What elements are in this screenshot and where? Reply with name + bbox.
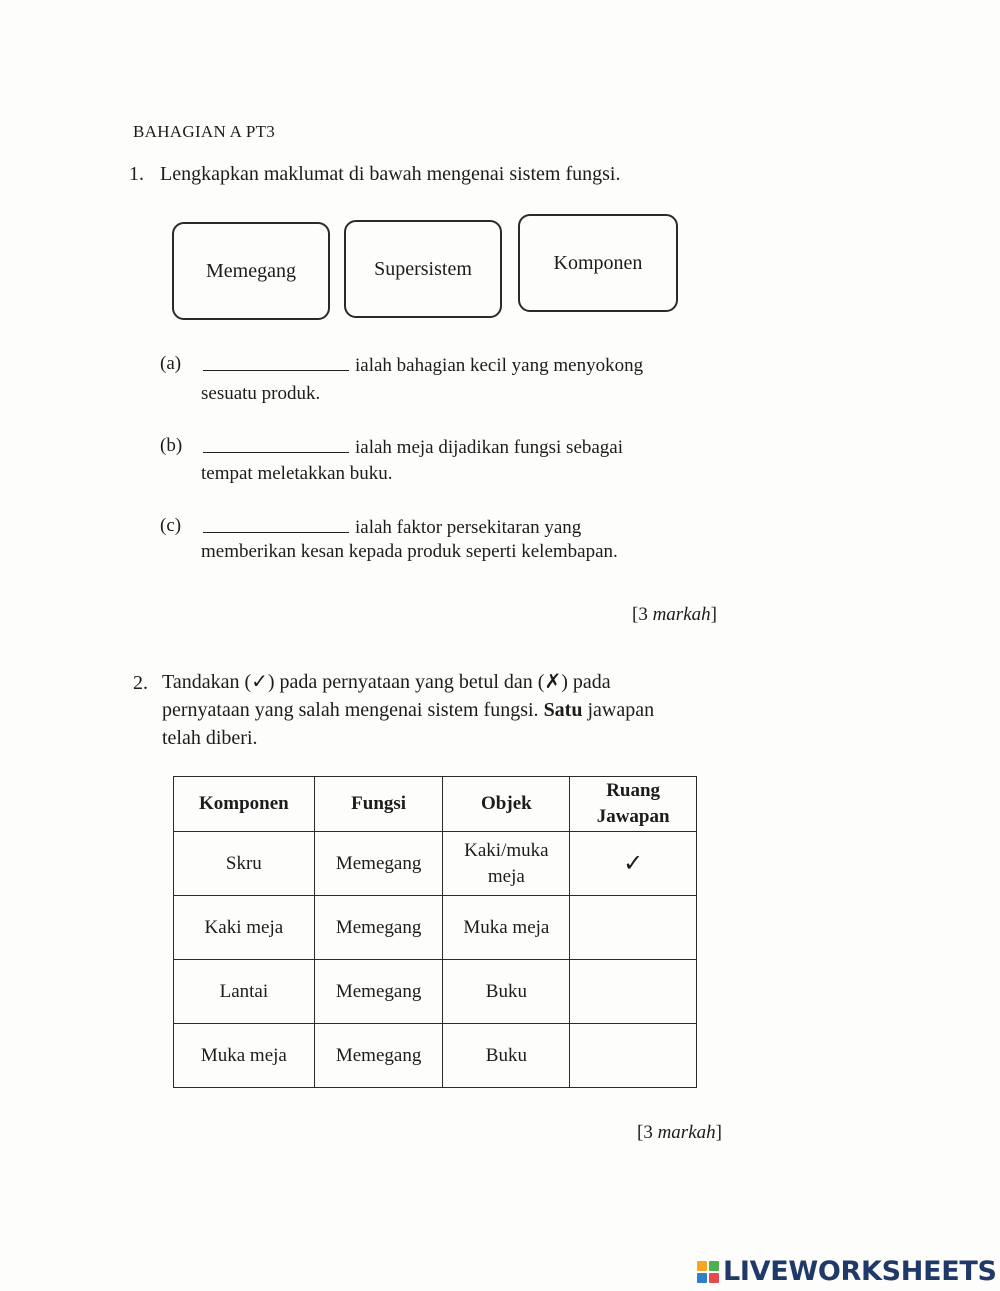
option-label: Komponen	[553, 251, 643, 274]
q2-line1	[162, 668, 611, 696]
logo-square	[709, 1261, 719, 1271]
marks-word: markah	[652, 604, 711, 625]
part-c-blank[interactable]	[203, 512, 349, 533]
part-a-text: ialah bahagian kecil yang menyokong	[355, 355, 644, 376]
section-title: BAHAGIAN A PT3	[133, 122, 276, 141]
q2-text-c: ) pada	[561, 671, 611, 693]
logo-square	[709, 1273, 719, 1283]
q2-bold-word: Satu	[543, 699, 583, 721]
part-b-line1	[203, 432, 623, 462]
q2-text-d: pernyataan yang salah mengenai sistem fungsi.	[162, 699, 544, 721]
option-box-1[interactable]	[172, 222, 330, 320]
part-c-text: ialah faktor persekitaran yang	[355, 517, 582, 538]
q1-text: Lengkapkan maklumat di bawah mengenai sistem fungsi.	[160, 163, 621, 185]
cell-fungsi: Memegang	[314, 832, 443, 896]
cell-objek: Muka meja	[443, 896, 570, 960]
cell-komponen: Skru	[174, 832, 315, 896]
marks-prefix: [3	[637, 1122, 658, 1143]
option-box-3[interactable]	[518, 214, 678, 312]
marks-prefix: [3	[632, 604, 653, 625]
table-row	[174, 1024, 697, 1088]
header-ruang-jawapan: Ruang Jawapan	[570, 777, 697, 832]
cell-fungsi: Memegang	[314, 896, 443, 960]
q2-text-e: jawapan	[582, 699, 655, 721]
answer-cell[interactable]	[570, 960, 697, 1024]
table-row	[174, 832, 697, 896]
part-a-label: (a)	[160, 353, 182, 374]
marks-suffix: ]	[715, 1122, 722, 1143]
option-label: Memegang	[206, 259, 296, 282]
table-row	[174, 960, 697, 1024]
answer-cell[interactable]	[570, 1024, 697, 1088]
cell-objek: Buku	[443, 1024, 570, 1088]
part-b-line2: tempat meletakkan buku.	[201, 463, 393, 484]
q1-marks	[632, 604, 717, 626]
brand-name: LIVEWORKSHEETS	[723, 1256, 997, 1287]
logo-icon	[697, 1261, 719, 1283]
check-symbol: ✓	[251, 671, 268, 693]
part-a-blank[interactable]	[203, 350, 349, 371]
part-c-label: (c)	[160, 515, 182, 536]
option-label: Supersistem	[374, 257, 472, 280]
part-a-line2: sesuatu produk.	[201, 383, 321, 404]
marks-word: markah	[657, 1122, 716, 1143]
part-b-blank[interactable]	[203, 432, 349, 453]
q2-line3: telah diberi.	[162, 727, 258, 749]
cell-komponen: Lantai	[174, 960, 315, 1024]
cell-objek: Kaki/muka meja	[443, 832, 570, 896]
part-a-line1	[203, 350, 643, 380]
liveworksheets-logo	[697, 1256, 997, 1287]
q2-line2	[162, 696, 654, 724]
header-objek: Objek	[443, 777, 570, 832]
cell-objek: Buku	[443, 960, 570, 1024]
q2-number: 2.	[133, 672, 148, 694]
table-row	[174, 896, 697, 960]
part-c-line2: memberikan kesan kepada produk seperti kelembapan.	[201, 541, 618, 562]
q2-text-b: ) pada pernyataan yang betul dan (	[267, 671, 545, 693]
header-komponen: Komponen	[174, 777, 315, 832]
answer-cell: ✓	[570, 832, 697, 896]
cell-komponen: Muka meja	[174, 1024, 315, 1088]
q1-number: 1.	[129, 163, 144, 185]
q2-marks	[637, 1122, 722, 1144]
header-fungsi: Fungsi	[314, 777, 443, 832]
cell-komponen: Kaki meja	[174, 896, 315, 960]
cell-fungsi: Memegang	[314, 960, 443, 1024]
part-b-label: (b)	[160, 435, 183, 456]
table-header-row	[174, 777, 697, 832]
answer-table	[173, 776, 697, 1088]
cross-symbol: ✗	[544, 671, 562, 693]
logo-square	[697, 1273, 707, 1283]
part-b-text: ialah meja dijadikan fungsi sebagai	[355, 437, 624, 458]
marks-suffix: ]	[710, 604, 717, 625]
q2-text-a: Tandakan (	[162, 671, 252, 693]
answer-cell[interactable]	[570, 896, 697, 960]
cell-fungsi: Memegang	[314, 1024, 443, 1088]
option-box-2[interactable]	[344, 220, 502, 318]
logo-square	[697, 1261, 707, 1271]
